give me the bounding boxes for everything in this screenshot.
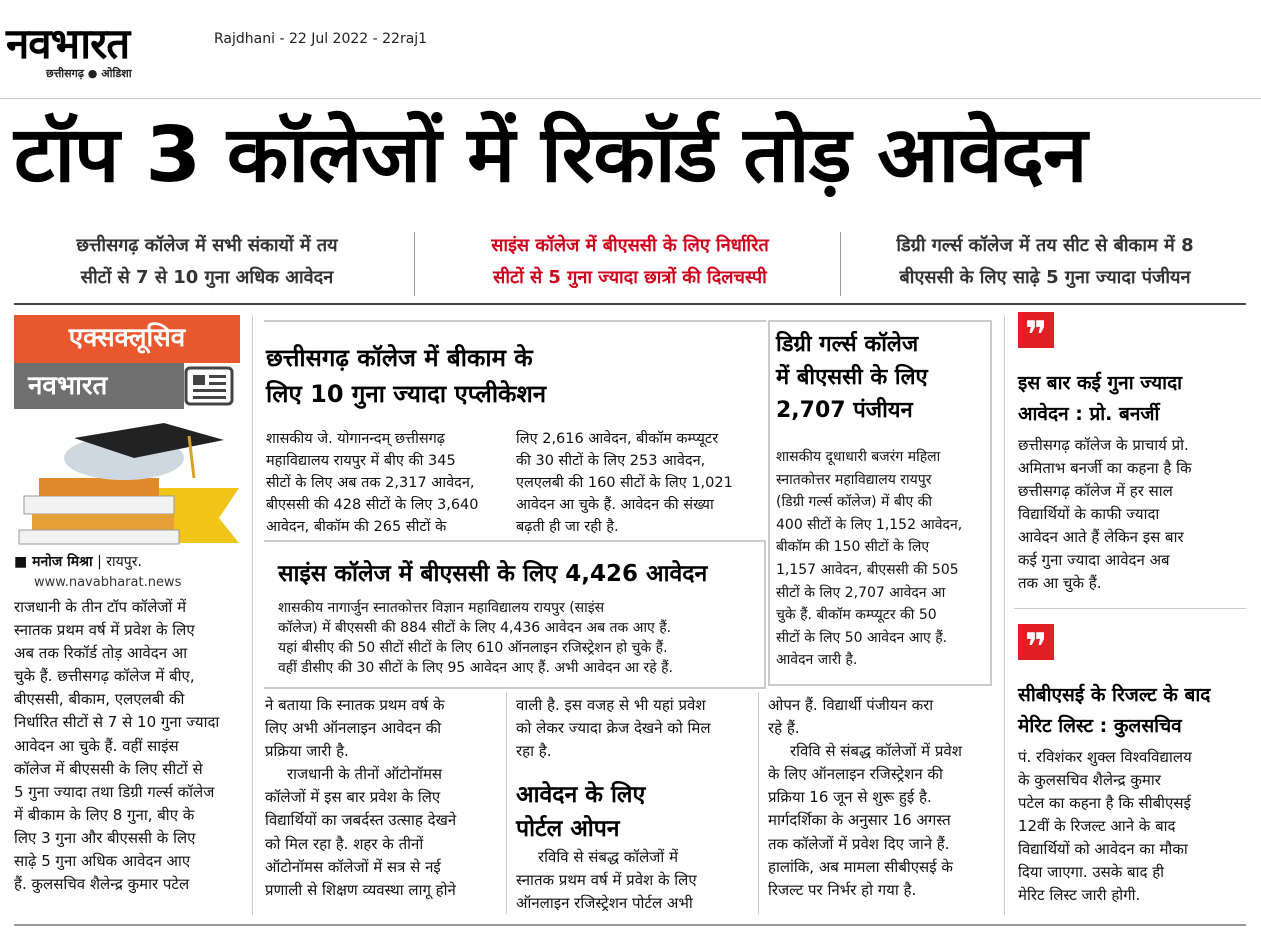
subhead-2-line2: सीटों से 5 गुना ज्यादा छात्रों की दिलचस्पी [493,267,767,288]
subhead-1-line2: सीटों से 7 से 10 गुना अधिक आवेदन [80,267,334,288]
box2-heading: साइंस कॉलेज में बीएससी के लिए 4,426 आवेदन [278,561,708,587]
quote1-heading-line1: इस बार कई गुना ज्यादा [1018,372,1183,394]
headline: टॉप 3 कॉलेजों में रिकॉर्ड तोड़ आवेदन [14,111,1087,200]
text-line: साढ़े 5 गुना अधिक आवेदन आए [14,852,191,871]
divider [252,315,253,915]
text-line: लिए 3 गुना और बीएससी के लिए [14,828,196,847]
box1-heading-line2: लिए 10 गुना ज्यादा एप्लीकेशन [266,380,547,408]
text-line: निर्धारित सीटों से 7 से 10 गुना ज्यादा [14,713,220,732]
text-line: प्रक्रिया जारी है. [265,742,349,761]
text-line: रविवि से संबद्ध कॉलेजों में [538,848,679,866]
divider [506,692,507,914]
text-line: बीएससी की 428 सीटों के लिए 3,640 [266,497,479,513]
box1-left-text [266,428,498,538]
text-line: तक कॉलेजों में प्रवेश दिए जाने हैं. [768,834,950,853]
subhead-1-line1: छत्तीसगढ़ कॉलेज में सभी संकायों में तय [76,235,338,256]
box-science-college [264,540,766,689]
text-line: सीटों के लिए अब तक 2,317 आवेदन, [266,475,475,491]
box2-text [278,598,762,678]
text-line: चुके हैं. छत्तीसगढ़ कॉलेज में बीए, [14,667,195,686]
text-line: महाविद्यालय रायपुर में बीए की 345 [266,453,456,469]
text-line: अब तक रिकॉर्ड तोड़ आवेदन आ [14,644,188,663]
text-line: छत्तीसगढ़ कॉलेज में हर साल [1018,482,1173,500]
text-line: सीटों के लिए 2,707 आवेदन आ [776,584,946,601]
divider [14,303,1246,305]
exclusive-brand: नवभारत [14,363,184,409]
quote1-heading-line2: आवेदन : प्रो. बनर्जी [1018,403,1160,425]
divider [840,232,841,296]
subhead-3-line1: डिग्री गर्ल्स कॉलेज में तय सीट से बीकाम में 8 [896,235,1194,256]
box1-heading [266,340,546,412]
text-line: आवेदन जारी है. [776,652,858,669]
box-degree-girls-college [768,320,992,686]
text-line: (डिग्री गर्ल्स कॉलेज) में बीए की [776,494,933,511]
text-line: ऑटोनॉमस कॉलेजों में सत्र से नई [265,857,441,876]
article-column-2 [265,694,497,902]
text-line: प्रणाली से शिक्षण व्यवस्था लागू होने [265,880,456,899]
subhead-2 [430,230,830,294]
quote-mark-icon: ❞ [1018,312,1054,348]
divider [1004,315,1005,915]
text-line: 400 सीटों के लिए 1,152 आवेदन, [776,516,963,533]
box3-heading-line1: डिग्री गर्ल्स कॉलेज [776,332,919,357]
text-line: अमिताभ बनर्जी का कहना है कि [1018,459,1192,477]
article-column-3-bottom [516,846,748,915]
text-line: के लिए ऑनलाइन रजिस्ट्रेशन की [768,765,943,784]
text-line: तक आ चुके हैं. [1018,574,1102,592]
box3-heading-line3: 2,707 पंजीयन [776,398,913,423]
portal-subheading [516,778,645,846]
text-line: आवेदन आते हैं लेकिन इस बार [1018,528,1184,546]
text-line: विद्यार्थियों का जबर्दस्त उत्साह देखने [265,811,457,830]
box3-heading [776,328,928,427]
text-line: राजधानी के तीन टॉप कॉलेजों में [14,598,187,616]
text-line: शासकीय जे. योगानन्दम् छत्तीसगढ़ [266,431,445,447]
article-column-3 [516,694,748,763]
text-line: लिए अभी ऑनलाइन आवेदन की [265,719,442,738]
text-line: चुके हैं. बीकॉम कम्प्यूटर की 50 [776,607,937,624]
text-line: मेरिट लिस्ट जारी होगी. [1018,886,1141,904]
text-line: स्नातक प्रथम वर्ष में प्रवेश के लिए [14,621,195,640]
text-line: वाली है. इस वजह से भी यहां प्रवेश [516,696,706,714]
text-line: 1,157 आवेदन, बीएससी की 505 [776,561,959,578]
text-line: 12वीं के रिजल्ट आने के बाद [1018,817,1176,835]
text-line: यहां बीसीए की 50 सीटों सीटों के लिए 610 ऑनलाइन रजिस्ट्रेशन हो चुके हैं. [278,640,668,656]
text-line: पं. रविशंकर शुक्ल विश्वविद्यालय [1018,748,1192,766]
text-line: की 30 सीटों के लिए 253 आवेदन, [516,453,706,469]
text-line: राजधानी के तीनों ऑटोनॉमस [287,765,443,784]
text-line: रहे हैं. [768,719,800,738]
text-line: को लेकर ज्यादा क्रेज देखने को मिल [516,719,711,738]
newspaper-logo [6,19,196,84]
text-line: छत्तीसगढ़ कॉलेज के प्राचार्य प्रो. [1018,436,1189,454]
subhead-1 [18,230,396,294]
text-line: बीकॉम की 150 सीटों के लिए [776,539,930,556]
box1-heading-line1: छत्तीसगढ़ कॉलेज में बीकाम के [266,344,533,372]
text-line: शासकीय नागार्जुन स्नातकोत्तर विज्ञान महाविद्यालय रायपुर (साइंस [278,600,605,616]
box3-text [776,446,988,672]
text-line: को मिल रहा है. शहर के तीनों [265,834,424,853]
text-line: ने बताया कि स्नातक प्रथम वर्ष के [265,696,445,714]
divider [1014,608,1246,609]
subhead-2-line1: साइंस कॉलेज में बीएससी के लिए निर्धारित [491,235,769,256]
quote1-heading [1018,368,1182,430]
byline [14,552,142,571]
text-line: दिया जाएगा. उसके बाद ही [1018,863,1165,881]
byline-website: www.navabharat.news [34,575,182,590]
quote2-text [1018,746,1248,907]
text-line: आवेदन, बीकॉम की 265 सीटों के [266,519,447,535]
text-line: विद्यार्थियों के काफी ज्यादा [1018,505,1160,523]
text-line: आवेदन आ चुके हैं. आवेदन की संख्या [516,497,714,513]
box-chhattisgarh-college [264,320,766,534]
portal-subheading-line2: पोर्टल ओपन [516,816,620,842]
text-line: शासकीय दूधाधारी बजरंग महिला [776,449,941,465]
divider [758,692,759,914]
subhead-3-line2: बीएससी के लिए साढ़े 5 गुना ज्यादा पंजीयन [899,267,1191,288]
quote1-text [1018,434,1248,595]
quote2-heading-line1: सीबीएसई के रिजल्ट के बाद [1018,684,1211,706]
byline-author: ■ मनोज मिश्रा [14,554,93,570]
logo-editions: छत्तीसगढ़ ● ओडिशा [46,67,132,80]
exclusive-label: एक्सक्लूसिव [14,315,240,363]
box1-right-text [516,428,762,538]
text-line: ओपन हैं. विद्यार्थी पंजीयन करा [768,696,934,714]
box3-heading-line2: में बीएससी के लिए [776,365,928,390]
quote-mark-icon: ❞ [1018,624,1054,660]
byline-place: | रायपुर. [92,554,142,570]
text-line: एलएलबी की 160 सीटों के लिए 1,021 [516,475,733,491]
text-line: सीटों के लिए 50 आवेदन आए हैं. [776,629,948,646]
text-line: प्रक्रिया 16 जून से शुरू हुई है. [768,788,932,807]
text-line: लिए 2,616 आवेदन, बीकॉम कम्प्यूटर [516,431,719,447]
divider [414,232,415,296]
quote2-heading [1018,680,1210,742]
text-line: विद्यार्थियों को आवेदन का मौका [1018,840,1188,858]
text-line: स्नातकोत्तर महाविद्यालय रायपुर [776,471,932,488]
text-line: हैं. कुलसचिव शैलेन्द्र कुमार पटेल [14,875,190,894]
text-line: ऑनलाइन रजिस्ट्रेशन पोर्टल अभी [516,894,693,913]
text-line: में बीकाम के लिए 8 गुना, बीए के [14,805,195,824]
dateline: Rajdhani - 22 Jul 2022 - 22raj1 [214,31,428,47]
text-line: रिजल्ट पर निर्भर हो गया है. [768,880,917,899]
text-line: बढ़ती ही जा रही है. [516,519,619,535]
text-line: कॉलेज में बीएससी के लिए सीटों से [14,759,203,778]
quote2-heading-line2: मेरिट लिस्ट : कुलसचिव [1018,715,1182,737]
article-column-1 [14,596,242,896]
text-line: स्नातक प्रथम वर्ष में प्रवेश के लिए [516,871,697,890]
text-line: आवेदन आ चुके हैं. वहीं साइंस [14,736,179,755]
text-line: कई गुना ज्यादा आवेदन अब [1018,551,1170,569]
text-line: रविवि से संबद्ध कॉलेजों में प्रवेश [790,742,962,761]
text-line: 5 गुना ज्यादा तथा डिग्री गर्ल्स कॉलेज [14,782,215,801]
portal-subheading-line1: आवेदन के लिए [516,782,646,808]
text-line: कॉलेज) में बीएससी की 884 सीटों के लिए 4,436 आवेदन अब तक आए हैं. [278,620,672,636]
divider [0,98,1261,99]
text-line: कॉलेजों में इस बार प्रवेश के लिए [265,788,441,807]
text-line: बीएससी, बीकाम, एलएलबी की [14,690,185,709]
newspaper-icon [184,365,236,407]
divider [14,924,1246,926]
books-illustration [14,418,240,546]
text-line: पटेल का कहना है कि सीबीएसई [1018,794,1191,812]
subhead-3 [845,230,1245,294]
text-line: रहा है. [516,742,552,761]
text-line: वहीं डीसीए की 30 सीटों के लिए 95 आवेदन आए हैं. अभी आवेदन आ रहे हैं. [278,660,673,676]
article-column-4 [768,694,996,902]
text-line: हालांकि, अब मामला सीबीएसई के [768,857,953,876]
text-line: के कुलसचिव शैलेन्द्र कुमार [1018,771,1161,789]
text-line: मार्गदर्शिका के अनुसार 16 अगस्त [768,811,951,830]
logo-text: नवभारत [6,19,130,68]
